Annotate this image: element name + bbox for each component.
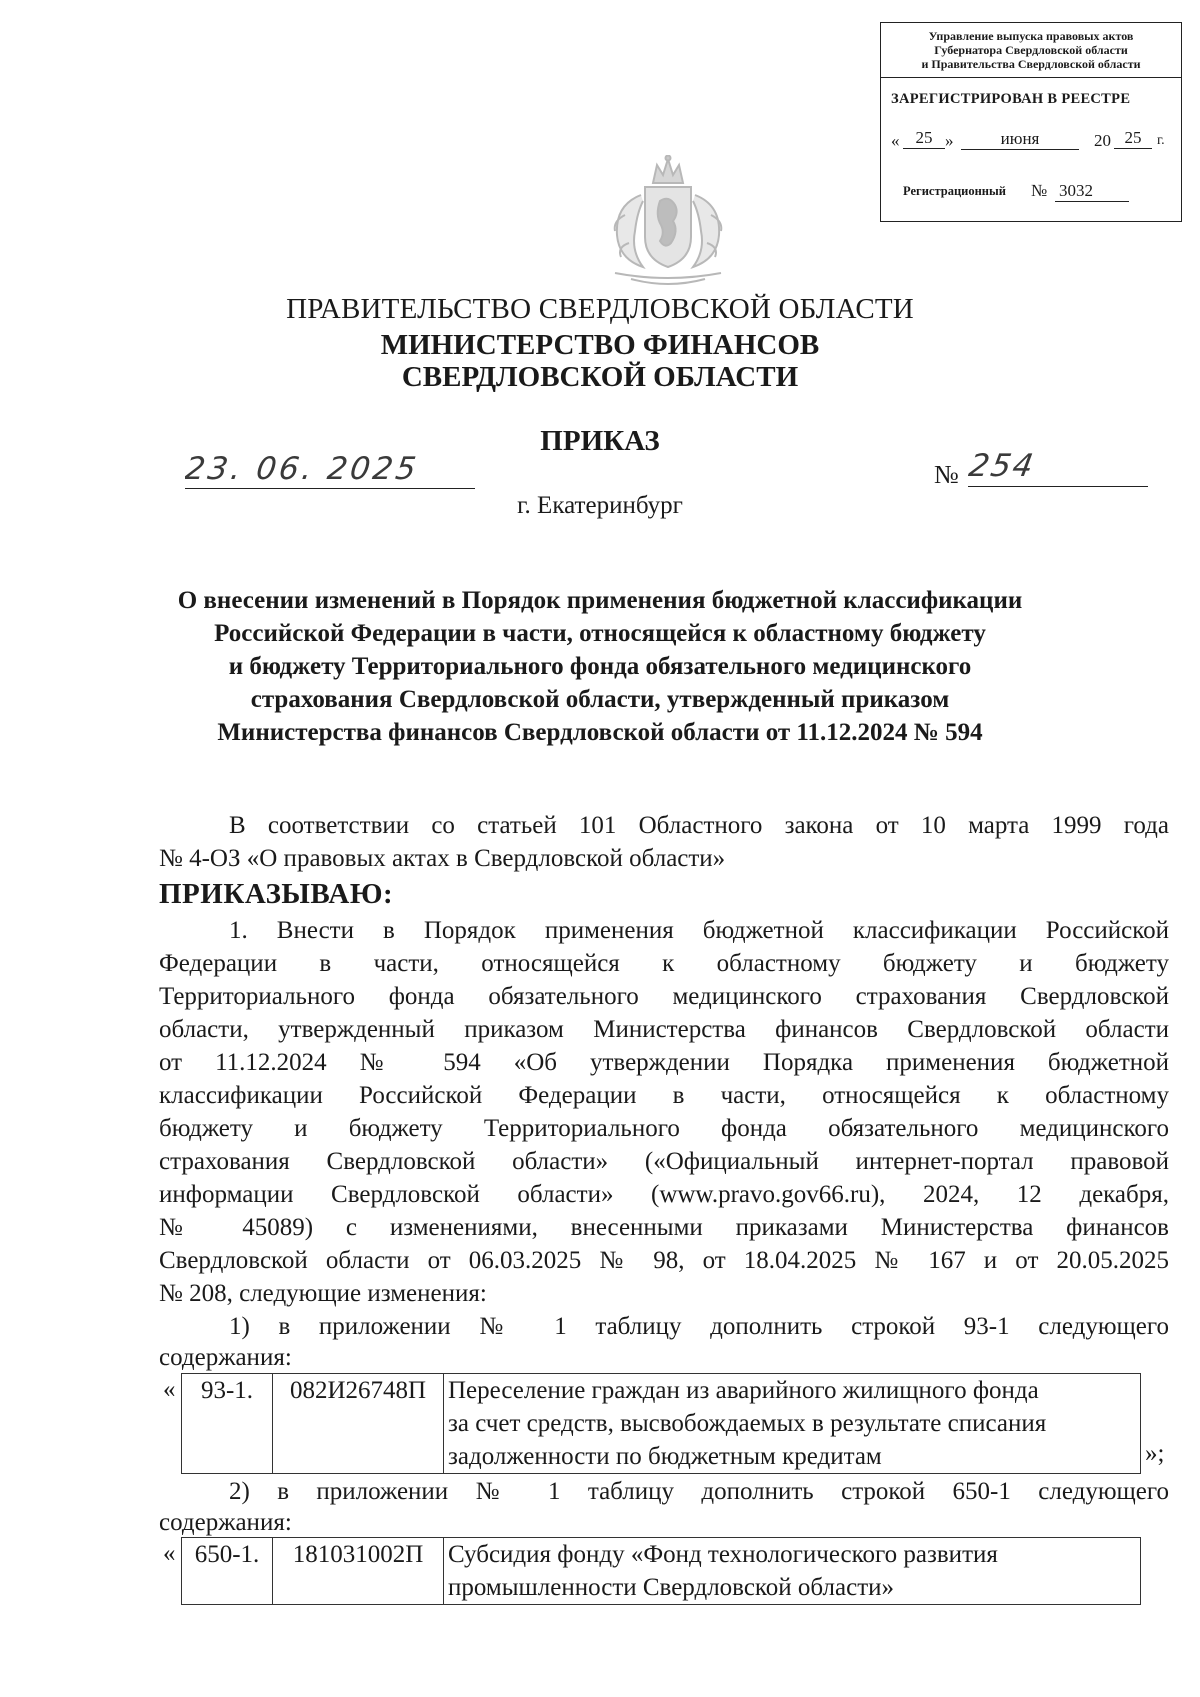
registry-stamp xyxy=(880,22,1182,222)
subitem1-line: 1) в приложении № 1 таблицу дополнить строкой 93-1 следующего xyxy=(229,1313,1169,1340)
row-name-line: за счет средств, высвобождаемых в результате списания xyxy=(448,1410,1047,1437)
handwritten-date-text: 23. 06. 2025 xyxy=(185,451,421,487)
inserted-row-650-1 xyxy=(181,1537,1141,1605)
city-name: г. Екатеринбург xyxy=(517,492,683,519)
order-word: ПРИКАЗЫВАЮ: xyxy=(159,878,394,910)
item1-line: Федерации в части, относящейся к областному бюджету и бюджету xyxy=(159,950,1169,977)
handwritten-date xyxy=(185,443,475,489)
stamp-header xyxy=(881,23,1181,78)
item1-line: № 45089) с изменениями, внесенными приказами Министерства финансов xyxy=(159,1214,1169,1241)
row-name-line: Субсидия фонду «Фонд технологического развития xyxy=(448,1541,998,1568)
stamp-close-quote: » xyxy=(945,131,954,150)
subitem2-line: содержания: xyxy=(159,1509,292,1536)
stamp-registered-label: ЗАРЕГИСТРИРОВАН В РЕЕСТРЕ xyxy=(891,91,1131,107)
row-name xyxy=(444,1374,1141,1474)
title-line: страхования Свердловской области, утвержденный приказом xyxy=(250,686,950,713)
handwritten-number-text: 254 xyxy=(968,448,1038,484)
row-number: 650-1. xyxy=(182,1538,273,1605)
item1-line: страхования Свердловской области» («Официальный интернет-портал правовой xyxy=(159,1148,1169,1175)
title-line: Министерства финансов Свердловской области от 11.12.2024 № 594 xyxy=(217,719,983,746)
handwritten-number-drawing xyxy=(968,440,1148,486)
row-name xyxy=(444,1538,1141,1605)
preamble-line: № 4-ОЗ «О правовых актах в Свердловской области» xyxy=(159,845,726,872)
order-number-sign: № xyxy=(934,460,959,489)
row1-close-quote: »; xyxy=(1145,1440,1165,1467)
item1-line: № 208, следующие изменения: xyxy=(159,1280,487,1307)
title-line: Российской Федерации в части, относящейся к областному бюджету xyxy=(214,620,986,647)
handwritten-date-drawing xyxy=(185,443,475,488)
item1-line: области, утвержденный приказом Министерства финансов Свердловской области xyxy=(159,1016,1169,1043)
government-name: ПРАВИТЕЛЬСТВО СВЕРДЛОВСКОЙ ОБЛАСТИ xyxy=(286,293,914,325)
preamble-line: В соответствии со статьей 101 Областного закона от 10 марта 1999 года xyxy=(229,812,1169,839)
item1-line: бюджету и бюджету Территориального фонда обязательного медицинского xyxy=(159,1115,1169,1142)
stamp-day: 25 xyxy=(903,128,945,149)
title-line: и бюджету Территориального фонда обязательного медицинского xyxy=(228,653,972,680)
row-name-line: промышленности Свердловской области» xyxy=(448,1574,894,1601)
ministry-name-line2: СВЕРДЛОВСКОЙ ОБЛАСТИ xyxy=(401,361,799,393)
row-name-line: задолженности по бюджетным кредитам xyxy=(448,1443,882,1470)
stamp-month: июня xyxy=(961,129,1079,150)
item1-line: 1. Внести в Порядок применения бюджетной классификации Российской xyxy=(229,917,1169,944)
title-line: О внесении изменений в Порядок применения бюджетной классификации xyxy=(177,587,1023,614)
row-code: 181031002П xyxy=(273,1538,444,1605)
coat-of-arms-emblem xyxy=(565,155,771,293)
stamp-reg-label: Регистрационный xyxy=(903,184,1006,198)
stamp-header-line: Губернатора Свердловской области xyxy=(934,43,1128,57)
stamp-header-line: Управление выпуска правовых актов xyxy=(928,29,1134,43)
item1-line: классификации Российской Федерации в части, относящейся к областному xyxy=(159,1082,1169,1109)
stamp-year-suffix: 25 xyxy=(1114,128,1152,149)
stamp-reg-sign: № xyxy=(1031,181,1048,200)
ministry-name-line1: МИНИСТЕРСТВО ФИНАНСОВ xyxy=(380,329,820,361)
stamp-reg-number: 3032 xyxy=(1055,181,1129,202)
stamp-open-quote: « xyxy=(891,131,900,150)
table-row xyxy=(182,1538,1141,1605)
handwritten-number xyxy=(968,440,1148,487)
table-row xyxy=(182,1374,1141,1474)
item1-line: от 11.12.2024 № 594 «Об утверждении Порядка применения бюджетной xyxy=(159,1049,1169,1076)
row1-open-quote: « xyxy=(163,1376,176,1403)
stamp-year-mark: г. xyxy=(1157,133,1165,148)
row-code: 082И26748П xyxy=(273,1374,444,1474)
row-number: 93-1. xyxy=(182,1374,273,1474)
stamp-year-prefix: 20 xyxy=(1094,131,1111,150)
row2-open-quote: « xyxy=(163,1540,176,1567)
inserted-row-93-1 xyxy=(181,1373,1141,1474)
document-type: ПРИКАЗ xyxy=(540,425,660,457)
subitem2-line: 2) в приложении № 1 таблицу дополнить строкой 650-1 следующего xyxy=(229,1478,1169,1505)
item1-line: информации Свердловской области» (www.pravo.gov66.ru), 2024, 12 декабря, xyxy=(159,1181,1169,1208)
item1-line: Территориального фонда обязательного медицинского страхования Свердловской xyxy=(159,983,1169,1010)
row-name-line: Переселение граждан из аварийного жилищного фонда xyxy=(448,1377,1039,1404)
subitem1-line: содержания: xyxy=(159,1344,292,1371)
stamp-header-line: и Правительства Свердловской области xyxy=(921,57,1141,71)
item1-line: Свердловской области от 06.03.2025 № 98, от 18.04.2025 № 167 и от 20.05.2025 xyxy=(159,1247,1169,1274)
